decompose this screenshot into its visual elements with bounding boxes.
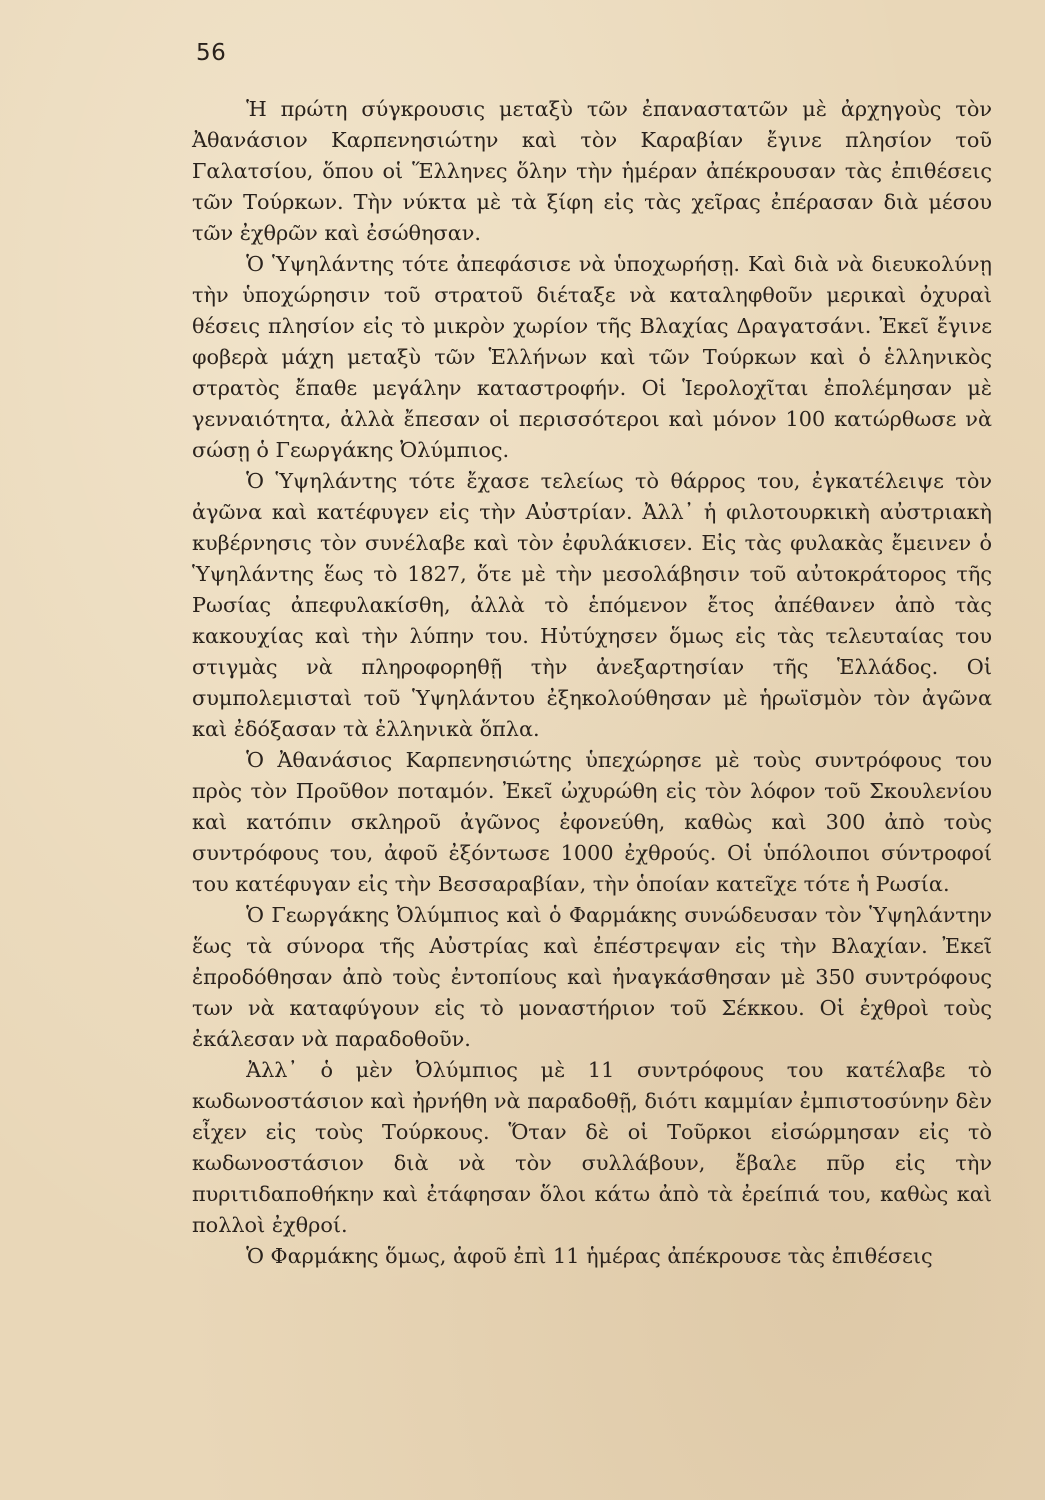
paragraph-2: Ὁ Ὑψηλάντης τότε ἀπεφάσισε νὰ ὑποχωρήσῃ. Καὶ διὰ νὰ διευκολύνῃ τὴν ὑποχώρησιν τοῦ στρατοῦ διέταξε νὰ καταληφθοῦν μερικαὶ ὀχυραὶ θέσεις πλησίον εἰς τὸ μικρὸν χωρίον τῆς Βλαχίας Δραγατσάνι. Ἐκεῖ ἔγινε φοβερὰ μάχη μεταξὺ τῶν Ἑλλήνων καὶ τῶν Τούρκων καὶ ὁ ἑλληνικὸς στρατὸς ἔπαθε μεγάλην καταστροφήν. Οἱ Ἱερολοχῖται ἐπολέμησαν μὲ γενναιότητα, ἀλλὰ ἔπεσαν οἱ περισσότεροι καὶ μόνον 100 κατώρθωσε νὰ σώσῃ ὁ Γεωργάκης Ὀλύμπιος. [192,252,992,462]
paragraph-6: Ἀλλ᾽ ὁ μὲν Ὀλύμπιος μὲ 11 συντρόφους του κατέλαβε τὸ κωδωνοστάσιον καὶ ἠρνήθη νὰ παραδοθῇ, διότι καμμίαν ἐμπιστοσύνην δὲν εἶχεν εἰς τοὺς Τούρκους. Ὅταν δὲ οἱ Τοῦρκοι εἰσώρμησαν εἰς τὸ κωδωνοστάσιον διὰ νὰ τὸν συλλάβουν, ἔβαλε πῦρ εἰς τὴν πυριτιδαποθήκην καὶ ἐτάφησαν ὅλοι κάτω ἀπὸ τὰ ἐρείπιά του, καθὼς καὶ πολλοὶ ἐχθροί. [192,1058,992,1237]
paragraph-4: Ὁ Ἀθανάσιος Καρπενησιώτης ὑπεχώρησε μὲ τοὺς συντρόφους του πρὸς τὸν Προῦθον ποταμόν. Ἐκεῖ ὠχυρώθη εἰς τὸν λόφον τοῦ Σκουλενίου καὶ κατόπιν σκληροῦ ἀγῶνος ἐφονεύθη, καθὼς καὶ 300 ἀπὸ τοὺς συντρόφους του, ἀφοῦ ἐξόντωσε 1000 ἐχθρούς. Οἱ ὑπόλοιποι σύντροφοί του κατέφυγαν εἰς τὴν Βεσσαραβίαν, τὴν ὁποίαν κατεῖχε τότε ἡ Ρωσία. [192,748,992,896]
text-body [192,94,992,1272]
paragraph-1: Ἡ πρώτη σύγκρουσις μεταξὺ τῶν ἐπαναστατῶν μὲ ἀρχηγοὺς τὸν Ἀθανάσιον Καρπενησιώτην καὶ τὸν Καραβίαν ἔγινε πλησίον τοῦ Γαλατσίου, ὅπου οἱ Ἕλληνες ὅλην τὴν ἡμέραν ἀπέκρουσαν τὰς ἐπιθέσεις τῶν Τούρκων. Τὴν νύκτα μὲ τὰ ξίφη εἰς τὰς χεῖρας ἐπέρασαν διὰ μέσου τῶν ἐχθρῶν καὶ ἐσώθησαν. [192,97,992,245]
paragraph-7: Ὁ Φαρμάκης ὅμως, ἀφοῦ ἐπὶ 11 ἡμέρας ἀπέκρουσε τὰς ἐπιθέσεις [246,1244,933,1268]
paragraph-3: Ὁ Ὑψηλάντης τότε ἔχασε τελείως τὸ θάρρος του, ἐγκατέλειψε τὸν ἀγῶνα καὶ κατέφυγεν εἰς τὴν Αὐστρίαν. Ἀλλ᾽ ἡ φιλοτουρκικὴ αὐστριακὴ κυβέρνησις τὸν συνέλαβε καὶ τὸν ἐφυλάκισεν. Εἰς τὰς φυλακὰς ἔμεινεν ὁ Ὑψηλάντης ἕως τὸ 1827, ὅτε μὲ τὴν μεσολάβησιν τοῦ αὐτοκράτορος τῆς Ρωσίας ἀπεφυλακίσθη, ἀλλὰ τὸ ἑπόμενον ἔτος ἀπέθανεν ἀπὸ τὰς κακουχίας καὶ τὴν λύπην του. Ηὐτύχησεν ὅμως εἰς τὰς τελευταίας του στιγμὰς νὰ πληροφορηθῇ τὴν ἀνεξαρτησίαν τῆς Ἑλλάδος. Οἱ συμπολεμισταὶ τοῦ Ὑψηλάντου ἐξηκολούθησαν μὲ ἡρωϊσμὸν τὸν ἀγῶνα καὶ ἐδόξασαν τὰ ἑλληνικὰ ὅπλα. [192,469,992,741]
page-number: 56 [196,40,227,66]
paragraph-5: Ὁ Γεωργάκης Ὀλύμπιος καὶ ὁ Φαρμάκης συνώδευσαν τὸν Ὑψηλάντην ἕως τὰ σύνορα τῆς Αὐστρίας καὶ ἐπέστρεψαν εἰς τὴν Βλαχίαν. Ἐκεῖ ἐπροδόθησαν ἀπὸ τοὺς ἐντοπίους καὶ ἠναγκάσθησαν μὲ 350 συντρόφους των νὰ καταφύγουν εἰς τὸ μοναστήριον τοῦ Σέκκου. Οἱ ἐχθροὶ τοὺς ἐκάλεσαν νὰ παραδοθοῦν. [192,903,992,1051]
